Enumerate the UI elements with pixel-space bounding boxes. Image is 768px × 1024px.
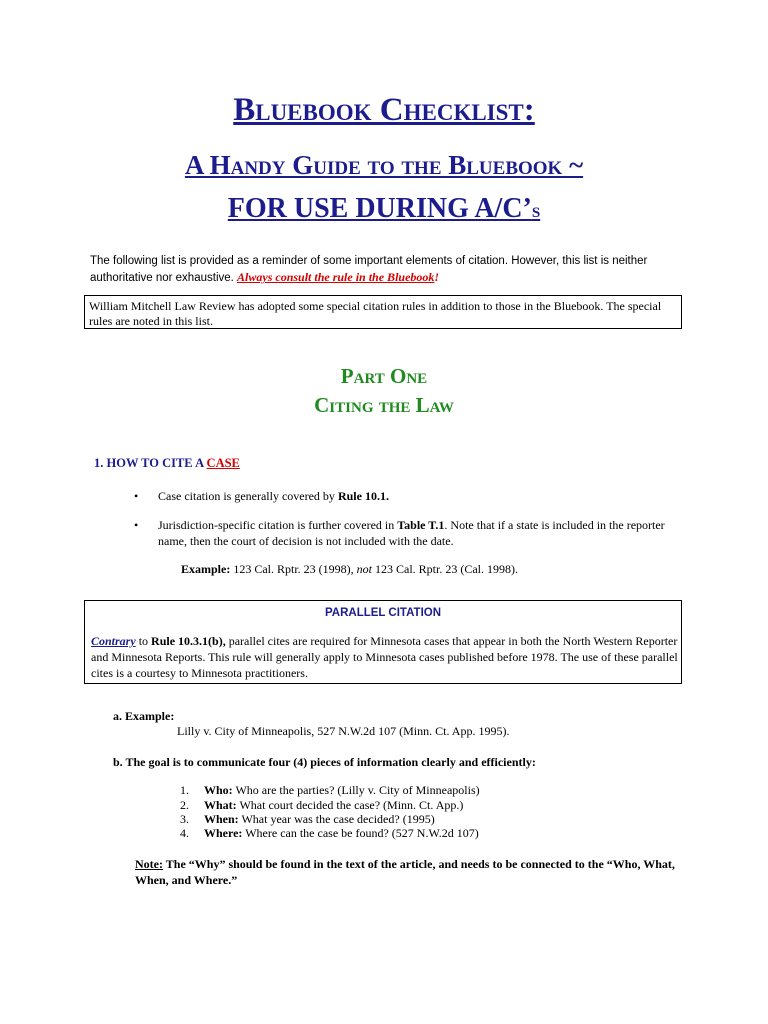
goal-desc: What year was the case decided? (1995) [238, 812, 435, 826]
intro-paragraph [90, 253, 700, 286]
section-heading-keyword: CASE [206, 456, 240, 470]
notice-box [84, 295, 682, 329]
notice-text: William Mitchell Law Review has adopted some special citation rules in addition to those in the Bluebook. The special rules are noted in this list. [89, 299, 662, 328]
goal-key: What: [204, 798, 237, 812]
goal-key: Where: [204, 826, 243, 840]
note-label: Note: [135, 857, 163, 871]
use-title-suffix: s [531, 197, 541, 222]
item-b-label: b. The goal is to communicate four (4) pieces of information clearly and efficiently: [113, 755, 536, 769]
bullet-rule: Rule 10.1. [337, 489, 389, 503]
bullet-pre: Case citation is generally covered by [158, 489, 338, 503]
note-paragraph [135, 856, 690, 888]
part-name: Citing the Law [314, 393, 454, 417]
goal-text [204, 826, 479, 841]
goal-number: 2. [180, 798, 189, 812]
part-label: Part One [340, 364, 428, 388]
use-title [0, 193, 768, 225]
goal-desc: Where can the case be found? (527 N.W.2d 107) [242, 826, 479, 840]
main-title: Bluebook Checklist: [233, 92, 535, 128]
goal-key: When: [204, 812, 239, 826]
goal-number: 3. [180, 812, 189, 826]
goal-desc: What court decided the case? (Minn. Ct. App.) [236, 798, 464, 812]
goal-key: Who: [204, 783, 233, 797]
example-text-1: 123 Cal. Rptr. 23 (1998), [230, 562, 357, 576]
example-not: not [356, 562, 373, 576]
section-heading-prefix: 1. HOW TO CITE A [94, 456, 207, 470]
bullet-rule: Table T.1 [397, 518, 445, 532]
parallel-body: parallel cites are required for Minnesota cases that appear in both the North Western Reporter and Minnesota Reports. This rule will generally apply to Minnesota cases published before 1978. The use of these parallel cites is a courtesy to Minnesota practitioners. [91, 634, 678, 680]
item-a-label: a. Example: [113, 709, 175, 723]
to-text: to [135, 634, 152, 648]
bullet-dot-icon: • [134, 518, 139, 532]
goal-desc: Who are the parties? (Lilly v. City of Minneapolis) [232, 783, 480, 797]
goal-number: 4. [180, 826, 189, 840]
intro-warning-end: ! [434, 270, 440, 284]
parallel-citation-box [84, 600, 682, 684]
case-example [181, 562, 518, 577]
item-a-value: Lilly v. City of Minneapolis, 527 N.W.2d 107 (Minn. Ct. App. 1995). [177, 724, 510, 738]
goal-text [204, 783, 480, 798]
example-label: Example: [181, 562, 231, 576]
bullet-post: . Note that if a state is included in the reporter name, then the court of decision is not included with the date. [158, 518, 665, 548]
contrary-label: Contrary [91, 634, 136, 648]
rule-ref: Rule 10.3.1(b), [151, 634, 226, 648]
bullet-text [158, 517, 678, 549]
bullet-pre: Jurisdiction-specific citation is further covered in [158, 518, 398, 532]
goal-number: 1. [180, 783, 189, 797]
intro-warning: Always consult the rule in the Bluebook [237, 270, 435, 284]
intro-text: The following list is provided as a reminder of some important elements of citation. However, this list is neither authoritative nor exhaustive. [90, 255, 648, 284]
use-title-main: FOR USE DURING A/C’ [227, 193, 532, 224]
bullet-dot-icon: • [134, 489, 139, 503]
parallel-citation-text [91, 633, 679, 681]
subtitle: A Handy Guide to the Bluebook ~ [184, 150, 584, 180]
parallel-citation-title: PARALLEL CITATION [324, 607, 442, 619]
example-text-2: 123 Cal. Rptr. 23 (Cal. 1998). [372, 562, 519, 576]
goal-text [204, 812, 435, 827]
section-heading-cite-case [94, 456, 240, 471]
note-text: The “Why” should be found in the text of the article, and needs to be connected to the “Who, What, When, and Where.” [135, 857, 675, 887]
bullet-text [158, 488, 678, 504]
goal-text [204, 798, 463, 813]
